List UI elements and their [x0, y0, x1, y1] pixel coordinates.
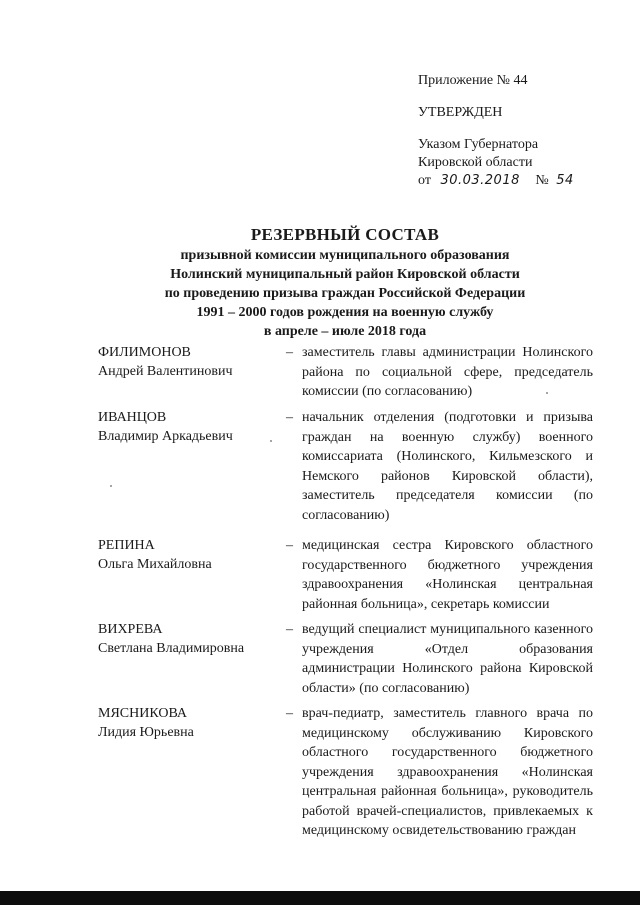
heading-line-2: Нолинский муниципальный район Кировской области [170, 267, 520, 282]
heading-line-4: 1991 – 2000 годов рождения на военную службу [196, 305, 494, 320]
role-dash: – [286, 345, 293, 360]
member-name [98, 536, 278, 574]
scan-bottom-edge [0, 891, 640, 905]
decree-date-line [418, 172, 574, 190]
number-prefix: № [535, 173, 549, 188]
member-role-text: начальник отделения (подготовки и призыва граждан на военную службу) военного комиссариата (Нолинского, Кильмезского и Немского районов Кировской области), заместитель председателя комиссии (по согласованию) [302, 410, 593, 523]
role-dash: – [286, 410, 293, 425]
member-role-text: врач-педиатр, заместитель главного врача по медицинскому обслуживанию Кировского областного государственного бюджетного учреждения здравоохранения «Нолинская центральная районная больница», руководитель работой врачей-специалистов, привлекаемых к медицинскому освидетельствованию граждан [302, 706, 593, 838]
role-dash: – [286, 622, 293, 637]
scan-speck [546, 392, 548, 394]
member-surname: ИВАНЦОВ [98, 410, 167, 425]
decree-line-2: Кировской области [418, 155, 533, 170]
document-heading [60, 224, 630, 341]
member-entry [98, 536, 593, 620]
member-role [286, 620, 593, 698]
role-dash: – [286, 706, 293, 721]
member-role-text: медицинская сестра Кировского областного государственного бюджетного учреждения здравоохранения «Нолинская центральная районная больница», секретарь комиссии [302, 538, 593, 612]
decree-date: 30.03.2018 [440, 173, 520, 188]
approval-block [418, 72, 574, 190]
role-dash: – [286, 538, 293, 553]
heading-line-5: в апреле – июле 2018 года [263, 324, 427, 339]
member-role-text: ведущий специалист муниципального казенного учреждения «Отдел образования администрации Нолинского района Кировской области» (по согласованию) [302, 622, 593, 696]
member-entry [98, 408, 593, 536]
member-role [286, 408, 593, 525]
member-entry [98, 620, 593, 704]
scan-speck [270, 440, 272, 442]
heading-line-3: по проведению призыва граждан Российской Федерации [164, 286, 526, 301]
member-given-name: Владимир Аркадьевич [98, 429, 233, 444]
member-name [98, 408, 278, 446]
member-list [98, 343, 593, 841]
approved-stamp-text: УТВЕРЖДЕН [418, 105, 503, 120]
decree-line-1: Указом Губернатора [418, 137, 539, 152]
member-name [98, 343, 278, 381]
member-role [286, 536, 593, 614]
scan-speck [110, 485, 112, 487]
member-given-name: Ольга Михайловна [98, 557, 212, 572]
member-role [286, 704, 593, 841]
member-given-name: Светлана Владимировна [98, 641, 245, 656]
document-title: РЕЗЕРВНЫЙ СОСТАВ [250, 225, 440, 244]
member-given-name: Лидия Юрьевна [98, 725, 194, 740]
member-surname: РЕПИНА [98, 538, 155, 553]
member-entry [98, 343, 593, 408]
heading-line-1: призывной комиссии муниципального образования [180, 248, 510, 263]
member-entry [98, 704, 593, 841]
member-given-name: Андрей Валентинович [98, 364, 233, 379]
date-prefix: от [418, 173, 431, 188]
appendix-number: Приложение № 44 [418, 73, 528, 88]
member-name [98, 620, 278, 658]
member-surname: ФИЛИМОНОВ [98, 345, 191, 360]
member-surname: ВИХРЕВА [98, 622, 163, 637]
member-role-text: заместитель главы администрации Нолинского района по социальной сфере, председатель комиссии (по согласованию) [302, 345, 593, 399]
decree-number: 54 [556, 173, 574, 188]
member-surname: МЯСНИКОВА [98, 706, 188, 721]
member-name [98, 704, 278, 742]
